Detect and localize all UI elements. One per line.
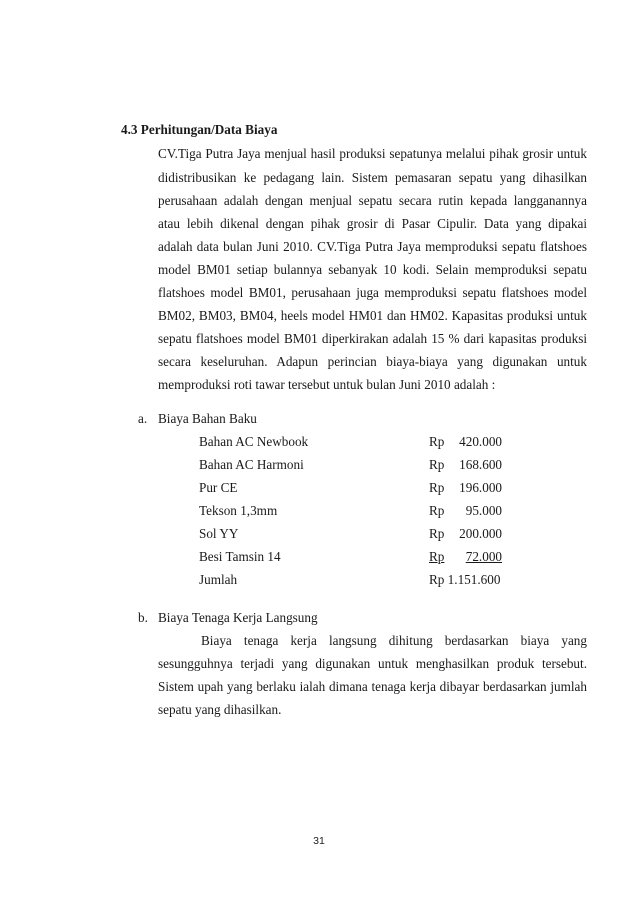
total-value: Rp 1.151.600 <box>429 572 501 587</box>
paragraph-line: sepatu yang dihasilkan. <box>158 702 282 717</box>
cost-currency: Rp <box>429 457 445 472</box>
cost-amount: 72.000 <box>465 549 502 564</box>
cost-amount: 168.600 <box>459 457 502 472</box>
paragraph-line: flatshoes model BM01, perusahaan juga memproduksi sepatu flatshoes model <box>158 285 587 300</box>
item-a-title: Biaya Bahan Baku <box>158 411 257 426</box>
cost-currency: Rp <box>429 480 445 495</box>
cost-item-name: Bahan AC Newbook <box>199 434 309 449</box>
cost-currency: Rp <box>429 434 445 449</box>
cost-item-name: Sol YY <box>199 526 239 541</box>
paragraph-line: sepatu flatshoes model BM01 diperkirakan adalah 15 % dari kapasitas produksi <box>158 331 587 346</box>
cost-currency: Rp <box>429 503 445 518</box>
paragraph-line: BM02, BM03, BM04, heels model HM01 dan HM02. Kapasitas produksi untuk <box>158 308 587 323</box>
paragraph-line: perusahaan adalah dengan menjual sepatu secara rutin kepada langganannya <box>158 193 587 208</box>
cost-item-name: Tekson 1,3mm <box>199 503 278 518</box>
list-marker-a: a. <box>138 411 148 426</box>
paragraph-line: Biaya tenaga kerja langsung dihitung berdasarkan biaya yang <box>201 633 587 648</box>
cost-amount: 196.000 <box>459 480 502 495</box>
page-number: 31 <box>313 835 325 847</box>
cost-item-name: Pur CE <box>199 480 238 495</box>
paragraph-line: memproduksi roti tawar tersebut untuk bulan Juni 2010 adalah : <box>158 377 496 392</box>
paragraph-line: model BM01 setiap bulannya sebanyak 10 kodi. Selain memproduksi sepatu <box>158 262 587 277</box>
cost-amount: 420.000 <box>459 434 502 449</box>
cost-amount: 200.000 <box>459 526 502 541</box>
total-label: Jumlah <box>199 572 238 587</box>
cost-currency: Rp <box>429 549 445 564</box>
paragraph-line: adalah data bulan Juni 2010. CV.Tiga Putra Jaya memproduksi sepatu flatshoes <box>158 239 587 254</box>
list-marker-b: b. <box>138 610 148 625</box>
cost-item-name: Bahan AC Harmoni <box>199 457 304 472</box>
cost-amount: 95.000 <box>465 503 502 518</box>
paragraph-line: Sistem upah yang berlaku ialah dimana tenaga kerja dibayar berdasarkan jumlah <box>158 679 587 694</box>
paragraph-line: atau lebih dikenal dengan pihak grosir di Pasar Cipulir. Data yang dipakai <box>158 216 587 231</box>
cost-item-name: Besi Tamsin 14 <box>199 549 281 564</box>
paragraph-line: didistribusikan ke pedagang lain. Sistem pemasaran sepatu yang dihasilkan <box>158 170 587 185</box>
item-b-title: Biaya Tenaga Kerja Langsung <box>158 610 318 625</box>
paragraph-line: sesungguhnya terjadi yang digunakan untuk menghasilkan produk tersebut. <box>158 656 587 671</box>
cost-currency: Rp <box>429 526 445 541</box>
paragraph-line: CV.Tiga Putra Jaya menjual hasil produksi sepatunya melalui pihak grosir untuk <box>158 146 587 161</box>
paragraph-line: secara keseluruhan. Adapun perincian biaya-biaya yang digunakan untuk <box>158 354 587 369</box>
section-heading: 4.3 Perhitungan/Data Biaya <box>121 122 278 137</box>
